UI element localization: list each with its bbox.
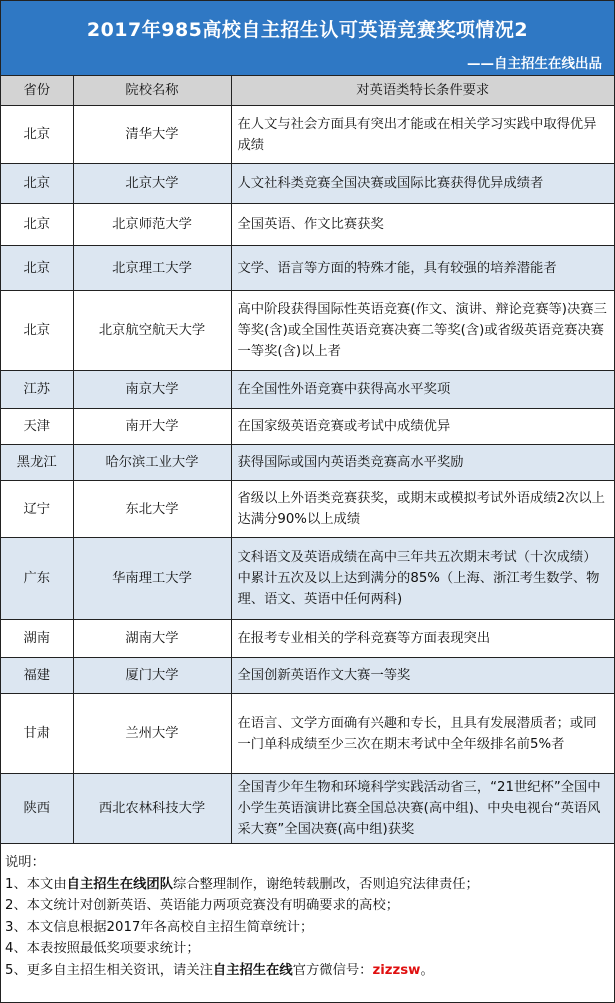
school-cell: 北京航空航天大学	[73, 291, 231, 371]
requirement-cell: 在全国性外语竞赛中获得高水平奖项	[231, 371, 614, 409]
school-cell: 华南理工大学	[73, 538, 231, 620]
province-cell: 甘肃	[1, 694, 73, 774]
school-cell: 兰州大学	[73, 694, 231, 774]
note-item: 1、本文由自主招生在线团队综合整理制作，谢绝转载删改，否则追究法律责任；	[5, 876, 479, 892]
requirement-cell: 全国青少年生物和环境科学实践活动省三，“21世纪杯”全国中小学生英语演讲比赛全国总决赛(高中组)、中央电视台“英语风采大赛”全国决赛(高中组)获奖	[231, 774, 614, 844]
table-row	[1, 445, 614, 481]
table-row	[1, 538, 614, 620]
province-cell: 辽宁	[1, 481, 73, 538]
publisher-credit: ——自主招生在线出品	[467, 56, 602, 72]
province-cell: 天津	[1, 409, 73, 445]
school-cell: 湖南大学	[73, 620, 231, 658]
notes-heading: 说明：	[5, 855, 45, 870]
column-header-requirement: 对英语类特长条件要求	[231, 76, 614, 106]
table-row	[1, 204, 614, 246]
brand-name: 自主招生在线	[212, 962, 293, 978]
school-cell: 清华大学	[73, 106, 231, 164]
school-cell: 哈尔滨工业大学	[73, 445, 231, 481]
requirement-cell: 文科语文及英语成绩在高中三年共五次期末考试（十次成绩）中累计五次及以上达到满分的85%（上海、浙江考生数学、物理、语文、英语中任何两科)	[231, 538, 614, 620]
table-row	[1, 164, 614, 204]
requirement-cell: 全国创新英语作文大赛一等奖	[231, 658, 614, 694]
school-cell: 北京师范大学	[73, 204, 231, 246]
title-banner	[1, 1, 614, 76]
province-cell: 福建	[1, 658, 73, 694]
table-row	[1, 371, 614, 409]
requirement-cell: 在国家级英语竞赛或考试中成绩优异	[231, 409, 614, 445]
table-row	[1, 291, 614, 371]
note-item: 4、本表按照最低奖项要求统计；	[5, 941, 200, 956]
notes-section	[1, 844, 614, 981]
requirements-table	[1, 76, 614, 844]
province-cell: 北京	[1, 204, 73, 246]
table-row	[1, 481, 614, 538]
table-row	[1, 694, 614, 774]
requirement-cell: 人文社科类竞赛全国决赛或国际比赛获得优异成绩者	[231, 164, 614, 204]
requirement-cell: 在人文与社会方面具有突出才能或在相关学习实践中取得优异成绩	[231, 106, 614, 164]
note-item: 5、更多自主招生相关资讯，请关注自主招生在线官方微信号：zizzsw。	[5, 962, 434, 978]
note-item: 2、本文统计对创新英语、英语能力两项竞赛没有明确要求的高校；	[5, 898, 400, 913]
school-cell: 南开大学	[73, 409, 231, 445]
school-cell: 北京大学	[73, 164, 231, 204]
school-cell: 东北大学	[73, 481, 231, 538]
table-row	[1, 106, 614, 164]
province-cell: 陕西	[1, 774, 73, 844]
school-cell: 北京理工大学	[73, 246, 231, 291]
wechat-id: zizzsw	[372, 962, 421, 978]
province-cell: 北京	[1, 106, 73, 164]
requirement-cell: 获得国际或国内英语类竞赛高水平奖励	[231, 445, 614, 481]
column-header-school: 院校名称	[73, 76, 231, 106]
table-row	[1, 774, 614, 844]
team-name: 自主招生在线团队	[66, 876, 174, 892]
requirement-cell: 在报考专业相关的学科竞赛等方面表现突出	[231, 620, 614, 658]
requirement-cell: 文学、语言等方面的特殊才能，具有较强的培养潜能者	[231, 246, 614, 291]
school-cell: 南京大学	[73, 371, 231, 409]
province-cell: 湖南	[1, 620, 73, 658]
table-row	[1, 620, 614, 658]
requirement-cell: 省级以上外语类竞赛获奖，或期末或模拟考试外语成绩2次以上达满分90%以上成绩	[231, 481, 614, 538]
note-item: 3、本文信息根据2017年各高校自主招生简章统计；	[5, 919, 314, 935]
table-header-row	[1, 76, 614, 106]
table-row	[1, 409, 614, 445]
school-cell: 厦门大学	[73, 658, 231, 694]
province-cell: 北京	[1, 246, 73, 291]
province-cell: 北京	[1, 164, 73, 204]
table-row	[1, 246, 614, 291]
province-cell: 北京	[1, 291, 73, 371]
school-cell: 西北农林科技大学	[73, 774, 231, 844]
column-header-province: 省份	[1, 76, 73, 106]
table-row	[1, 658, 614, 694]
requirement-cell: 在语言、文学方面确有兴趣和专长，且具有发展潜质者；或同一门单科成绩至少三次在期末考试中全年级排名前5%者	[231, 694, 614, 774]
province-cell: 广东	[1, 538, 73, 620]
province-cell: 江苏	[1, 371, 73, 409]
requirement-cell: 全国英语、作文比赛获奖	[231, 204, 614, 246]
page-title: 2017年985高校自主招生认可英语竞赛奖项情况2	[86, 19, 529, 41]
province-cell: 黑龙江	[1, 445, 73, 481]
requirement-cell: 高中阶段获得国际性英语竞赛(作文、演讲、辩论竞赛等)决赛三等奖(含)或全国性英语竞赛决赛二等奖(含)或省级英语竞赛决赛一等奖(含)以上者	[231, 291, 614, 371]
